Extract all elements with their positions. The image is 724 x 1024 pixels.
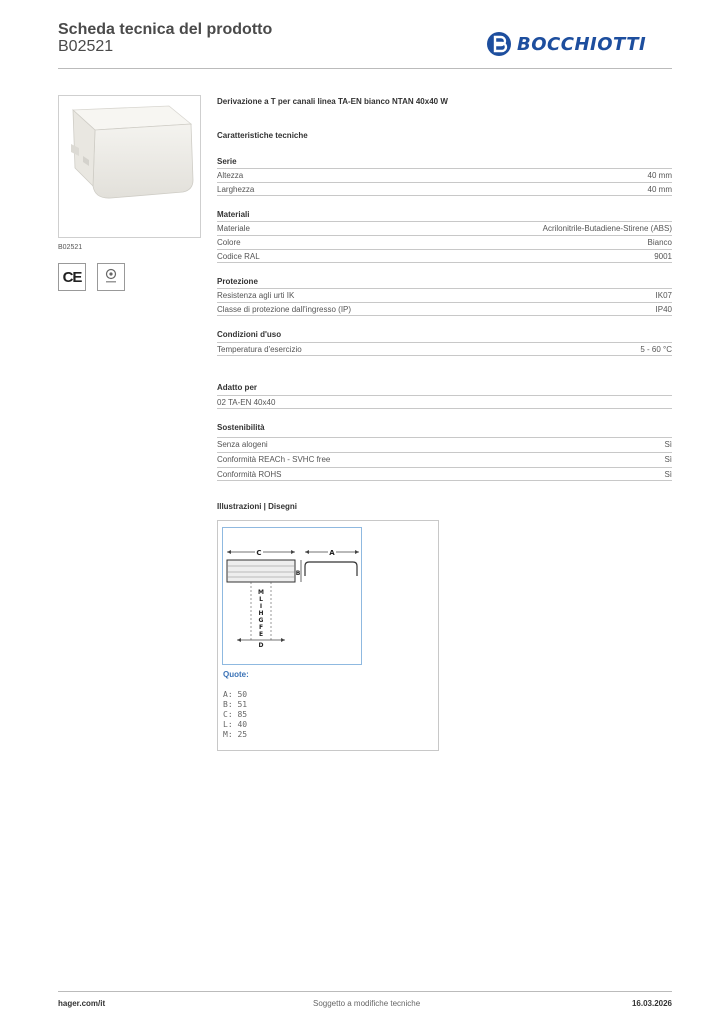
technical-drawing — [222, 527, 362, 665]
footer-website-link[interactable]: hager.com/it — [58, 999, 106, 1008]
brand-logo-icon — [486, 31, 512, 57]
footer-disclaimer: Soggetto a modifiche tecniche — [313, 999, 421, 1008]
spec-label: Resistenza agli urti IK — [217, 291, 295, 300]
dim-letter-m: M — [258, 589, 264, 596]
spec-value: Sì — [664, 455, 672, 464]
dim-letter-e: E — [258, 631, 264, 638]
spec-label: Colore — [217, 238, 241, 247]
dim-letter-d: D — [258, 642, 264, 649]
quote-line: C: 85 — [223, 710, 248, 719]
spec-value: 40 mm — [647, 171, 672, 180]
section-title: Materiali — [217, 210, 250, 219]
spec-row — [217, 437, 672, 451]
spec-value: 5 - 60 °C — [640, 345, 672, 354]
product-image — [58, 95, 201, 238]
spec-row — [217, 452, 672, 466]
section-title: Serie — [217, 157, 237, 166]
section-title: Sostenibilità — [217, 423, 265, 432]
spec-label: Altezza — [217, 171, 244, 180]
spec-label: 02 TA-EN 40x40 — [217, 398, 276, 407]
specs-heading: Caratteristiche tecniche — [217, 131, 308, 140]
quote-line: L: 40 — [223, 720, 248, 729]
spec-row — [217, 288, 672, 302]
imq-mark-icon — [97, 263, 125, 291]
spec-value: Acrilonitrile-Butadiene-Stirene (ABS) — [542, 224, 672, 233]
spec-label: Conformità ROHS — [217, 470, 282, 479]
spec-label: Materiale — [217, 224, 250, 233]
spec-row — [217, 249, 672, 263]
spec-label: Conformità REACh - SVHC free — [217, 455, 331, 464]
brand-name: BOCCHIOTTI — [517, 33, 647, 55]
quote-line: M: 25 — [223, 730, 248, 739]
dim-letter-i: I — [259, 603, 263, 610]
spec-row — [217, 467, 672, 481]
brand-logo — [486, 30, 646, 58]
dim-letter-f: F — [258, 624, 264, 631]
spec-row — [217, 342, 672, 356]
spec-row — [217, 168, 672, 182]
quote-line: B: 51 — [223, 700, 248, 709]
spec-label: Senza alogeni — [217, 440, 268, 449]
dim-letter-b: B — [295, 570, 301, 577]
ce-mark-label: CE — [62, 268, 82, 286]
product-photo — [59, 96, 200, 237]
footer-divider — [58, 991, 672, 992]
spec-label: Temperatura d'esercizio — [217, 345, 302, 354]
dim-letter-l: L — [259, 596, 263, 603]
dim-letter-h: H — [258, 610, 264, 617]
spec-label: Classe di protezione dall'ingresso (IP) — [217, 305, 352, 314]
spec-label: Codice RAL — [217, 252, 260, 261]
spec-value: Bianco — [647, 238, 672, 247]
footer-date: 16.03.2026 — [631, 999, 672, 1008]
spec-row — [217, 395, 672, 409]
dim-letter-a: A — [329, 549, 335, 557]
quotes-title: Quote: — [223, 670, 249, 679]
section-title: Adatto per — [217, 383, 257, 392]
page-title: Scheda tecnica del prodotto — [58, 21, 273, 38]
section-title: Protezione — [217, 277, 258, 286]
spec-row — [217, 302, 672, 316]
image-caption: B02521 — [58, 244, 83, 251]
spec-value: IP40 — [655, 305, 672, 314]
drawings-heading: Illustrazioni | Disegni — [217, 502, 298, 511]
spec-value: Sì — [664, 470, 672, 479]
dim-letter-c: C — [256, 549, 262, 557]
spec-value: IK07 — [655, 291, 672, 300]
spec-label: Larghezza — [217, 185, 255, 194]
dim-letter-g: G — [258, 617, 264, 624]
spec-row — [217, 221, 672, 235]
header-divider — [58, 68, 672, 69]
ce-mark-icon — [58, 263, 86, 291]
spec-row — [217, 182, 672, 196]
spec-row — [217, 235, 672, 249]
spec-value: 9001 — [654, 252, 672, 261]
dimension-drawing — [223, 528, 361, 664]
product-description: Derivazione a T per canali linea TA-EN bianco NTAN 40x40 W — [217, 97, 448, 106]
quote-line: A: 50 — [223, 690, 248, 699]
product-code: B02521 — [58, 38, 114, 55]
spec-value: 40 mm — [647, 185, 672, 194]
section-title: Condizioni d'uso — [217, 330, 282, 339]
spec-value: Sì — [664, 440, 672, 449]
imq-mark-symbol — [100, 266, 122, 288]
